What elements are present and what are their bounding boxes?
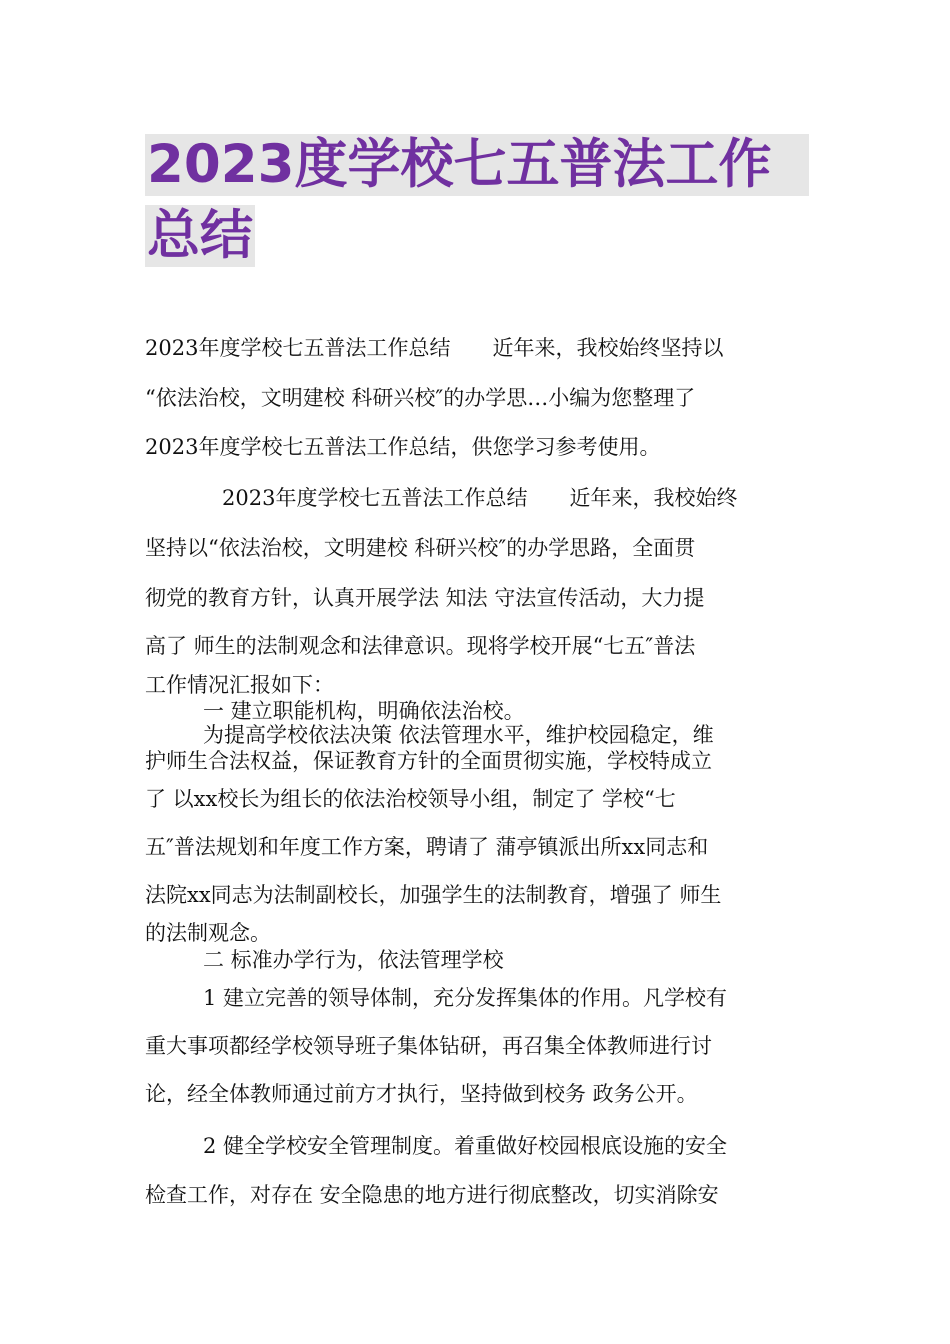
body-line: 检查工作，对存在 安全隐患的地方进行彻底整改，切实消除安 [145, 1183, 719, 1207]
body-line: “依法治校，文明建校 科研兴校″的办学思…小编为您整理了 [145, 386, 696, 410]
body-line: 了 以xx校长为组长的依法治校领导小组，制定了 学校“七 [145, 787, 676, 811]
body-line: 法院xx同志为法制副校长，加强学生的法制教育，增强了 师生 [145, 883, 722, 907]
body-line: 为提高学校依法决策 依法管理水平，维护校园稳定，维 [203, 723, 714, 747]
body-line: 2023年度学校七五普法工作总结 近年来，我校始终 [222, 486, 738, 510]
section-heading: 一 建立职能机构，明确依法治校。 [203, 699, 525, 723]
body-line: 2 健全学校安全管理制度。着重做好校园根底设施的安全 [203, 1134, 728, 1158]
body-line: 论，经全体教师通过前方才执行，坚持做到校务 政务公开。 [145, 1082, 698, 1106]
body-line: 工作情况汇报如下： [145, 673, 334, 697]
body-line: 彻党的教育方针，认真开展学法 知法 守法宣传活动，大力提 [145, 586, 705, 610]
body-line: 1 建立完善的领导体制，充分发挥集体的作用。凡学校有 [203, 986, 728, 1010]
body-line: 五″普法规划和年度工作方案，聘请了 蒲亭镇派出所xx同志和 [145, 835, 709, 859]
body-line: 2023年度学校七五普法工作总结，供您学习参考使用。 [145, 435, 661, 459]
body-line: 的法制观念。 [145, 921, 271, 945]
body-line: 高了 师生的法制观念和法律意识。现将学校开展“七五″普法 [145, 634, 696, 658]
body-line: 护师生合法权益，保证教育方针的全面贯彻实施，学校特成立 [145, 749, 712, 773]
body-line: 重大事项都经学校领导班子集体钻研，再召集全体教师进行讨 [145, 1034, 712, 1058]
body-line: 2023年度学校七五普法工作总结 近年来，我校始终坚持以 [145, 336, 724, 360]
document-title-line-1: 2023度学校七五普法工作 [145, 134, 809, 196]
section-heading: 二 标准办学行为，依法管理学校 [203, 948, 504, 972]
body-line: 坚持以“依法治校，文明建校 科研兴校″的办学思路，全面贯 [145, 536, 696, 560]
document-title-line-2: 总结 [147, 205, 253, 266]
